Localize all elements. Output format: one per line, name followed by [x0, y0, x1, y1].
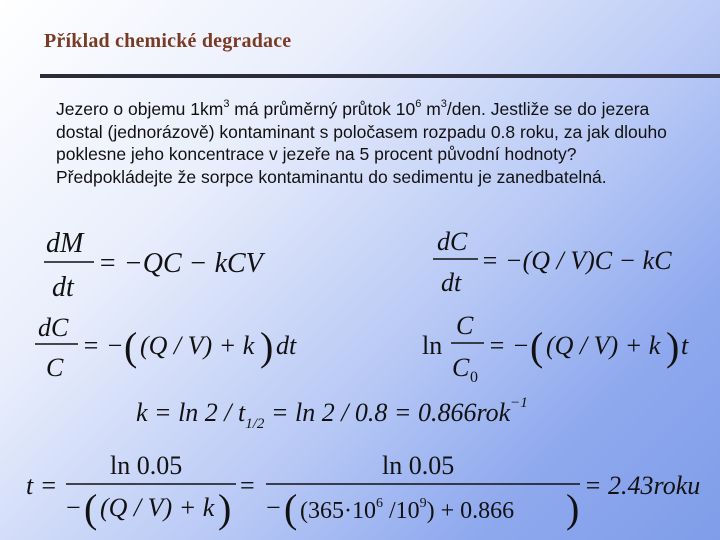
eq6-result: = 2.43roku [584, 471, 701, 500]
eq6-num2: ln 0.05 [382, 451, 455, 480]
eq6-den2-paren-open: ( [284, 486, 298, 531]
eq3-denominator: C [46, 353, 64, 382]
eq3-paren-open: ( [124, 324, 138, 369]
eq4-paren-open: ( [530, 324, 544, 369]
equation-concentration-rate [433, 227, 672, 297]
problem-statement: Jezero o objemu $1km^3$ má průměrný průtok $10^6$ $m^3$/den. Jestliže se do jezera dostal (jednorázově) kontaminant s poločasem rozpadu 0.8 roku, za jak dlouho poklesne jeho koncentrace v jezeře na 5 procent původní hodnoty? Předpokládejte že sorpce kontaminantu do sedimentu je zanedbatelná. [56, 98, 667, 187]
eq3-rhs-a: = − [82, 331, 124, 360]
eq4-rhs-a: = − [488, 331, 530, 360]
eq3-inner: (Q / V) + k [140, 331, 255, 360]
equation-separated [35, 313, 297, 382]
eq4-paren-close: ) [666, 324, 680, 369]
eq4-denominator: C [452, 353, 470, 382]
eq3-paren-close: ) [260, 324, 274, 369]
eq6-den2-inner: ($365\cdot 10^6$ $/10^9) + 0.866$ [300, 496, 515, 524]
eq2-denominator: dt [441, 268, 462, 297]
eq4-inner: (Q / V) + k [546, 331, 661, 360]
eq3-numerator: dC [38, 313, 69, 342]
eq3-rhs-b: dt [276, 331, 297, 360]
eq4-ln: ln [422, 331, 443, 360]
eq4-den-subscript: 0 [470, 369, 478, 386]
eq5-text: $k = \ln 2 / t_{1/2} = \ln 2 / 0.8 = 0.866rok^{-1}$ [136, 395, 528, 432]
equation-rate-constant [136, 395, 528, 432]
slide-title: Příklad chemické degradace [44, 30, 292, 52]
eq6-den1-paren-open: ( [84, 486, 98, 531]
eq4-numerator: C [456, 311, 474, 340]
eq6-num1: ln 0.05 [110, 451, 183, 480]
eq6-den2-paren-close: ) [566, 486, 580, 531]
equation-integrated [422, 311, 689, 386]
eq6-den1-minus: − [66, 493, 81, 522]
eq6-den1-paren-close: ) [218, 486, 232, 531]
eq6-equals: = [240, 471, 255, 500]
eq6-den2-minus: − [266, 493, 281, 522]
eq2-rhs: = −(Q / V)C − kC [481, 246, 672, 275]
equation-mass-balance [44, 228, 266, 303]
eq6-lhs: t = [26, 471, 58, 500]
eq1-rhs: = −QC − kCV [98, 248, 263, 279]
equation-time-result [26, 451, 700, 531]
eq6-den1-inner: (Q / V) + k [100, 493, 215, 522]
eq4-rhs-b: t [681, 331, 689, 360]
eq2-numerator: dC [437, 227, 468, 256]
eq1-numerator: dM [46, 228, 84, 259]
eq1-denominator: dt [52, 272, 74, 303]
